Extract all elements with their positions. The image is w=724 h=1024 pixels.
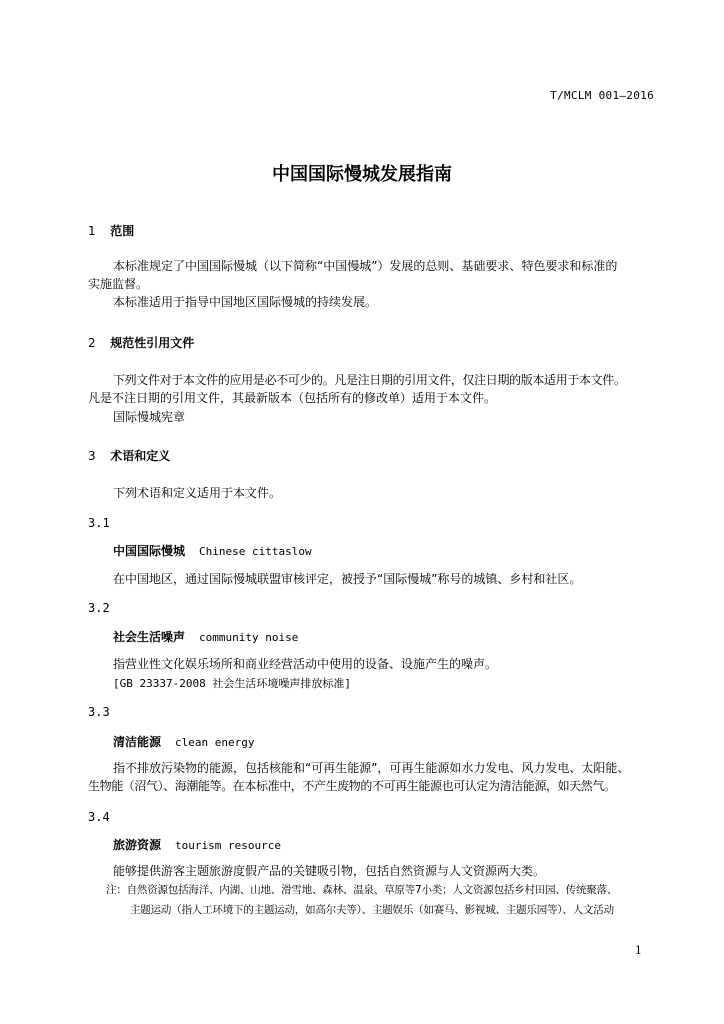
term-number: 3.2 — [88, 601, 110, 615]
term-entry — [113, 628, 298, 645]
term-definition: 指营业性文化娱乐场所和商业经营活动中使用的设备、设施产生的噪声。 — [113, 657, 498, 671]
term-note-continuation: 主题运动（指人工环境下的主题运动，如高尔夫等）、主题娱乐（如赛马、影视城、主题乐园等）、人文活动 — [130, 904, 614, 916]
section-number: 1 — [88, 224, 96, 238]
term-entry — [113, 542, 312, 559]
section-title: 术语和定义 — [110, 449, 171, 463]
document-title: 中国国际慢城发展指南 — [272, 164, 452, 185]
page-number: 1 — [635, 944, 642, 957]
term-chinese: 社会生活噪声 — [113, 630, 186, 644]
paragraph: 下列术语和定义适用于本文件。 — [113, 486, 282, 500]
term-number: 3.1 — [88, 516, 110, 530]
term-chinese: 中国国际慢城 — [113, 544, 186, 558]
section-3-heading — [88, 447, 170, 464]
term-source: [GB 23337-2008 社会生活环境噪声排放标准] — [113, 677, 351, 690]
term-note: 注：自然资源包括海洋、内湖、山地、滑雪地、森林、温泉、草原等7小类；人文资源包括乡村田园、传统聚落、 — [106, 884, 618, 896]
document-code: T/MCLM 001—2016 — [550, 89, 654, 102]
term-english: tourism resource — [175, 839, 281, 852]
section-2-heading — [88, 334, 194, 351]
referenced-document: 国际慢城宪章 — [113, 410, 186, 424]
term-english: community noise — [199, 631, 299, 644]
paragraph: 本标准适用于指导中国地区国际慢城的持续发展。 — [113, 295, 378, 309]
paragraph: 本标准规定了中国国际慢城（以下简称“中国慢城”）发展的总则、基础要求、特色要求和标准的 — [113, 259, 618, 273]
term-definition-continuation: 生物能（沼气）、海潮能等。在本标准中，不产生废物的不可再生能源也可认定为清洁能源，如天然气。 — [88, 779, 616, 793]
paragraph-continuation: 凡是不注日期的引用文件，其最新版本（包括所有的修改单）适用于本文件。 — [88, 391, 497, 405]
section-number: 2 — [88, 336, 96, 350]
term-definition: 在中国地区，通过国际慢城联盟审核评定，被授予“国际慢城”称号的城镇、乡村和社区。 — [113, 572, 582, 586]
term-english: clean energy — [175, 736, 255, 749]
term-number: 3.3 — [88, 705, 110, 719]
section-1-heading — [88, 222, 134, 239]
term-definition: 指不排放污染物的能源，包括核能和“可再生能源”，可再生能源如水力发电、风力发电、太阳能、 — [113, 761, 630, 775]
term-definition: 能够提供游客主题旅游度假产品的关键吸引物，包括自然资源与人文资源两大类。 — [113, 864, 546, 878]
paragraph: 下列文件对于本文件的应用是必不可少的。凡是注日期的引用文件，仅注日期的版本适用于本文件。 — [113, 373, 626, 387]
paragraph-continuation: 实施监督。 — [88, 277, 149, 291]
term-entry — [113, 836, 281, 853]
term-chinese: 清洁能源 — [113, 735, 162, 749]
term-number: 3.4 — [88, 810, 110, 824]
term-chinese: 旅游资源 — [113, 838, 162, 852]
section-title: 规范性引用文件 — [110, 336, 195, 350]
term-entry — [113, 733, 255, 750]
term-english: Chinese cittaslow — [199, 545, 312, 558]
section-title: 范围 — [110, 224, 135, 238]
section-number: 3 — [88, 449, 96, 463]
